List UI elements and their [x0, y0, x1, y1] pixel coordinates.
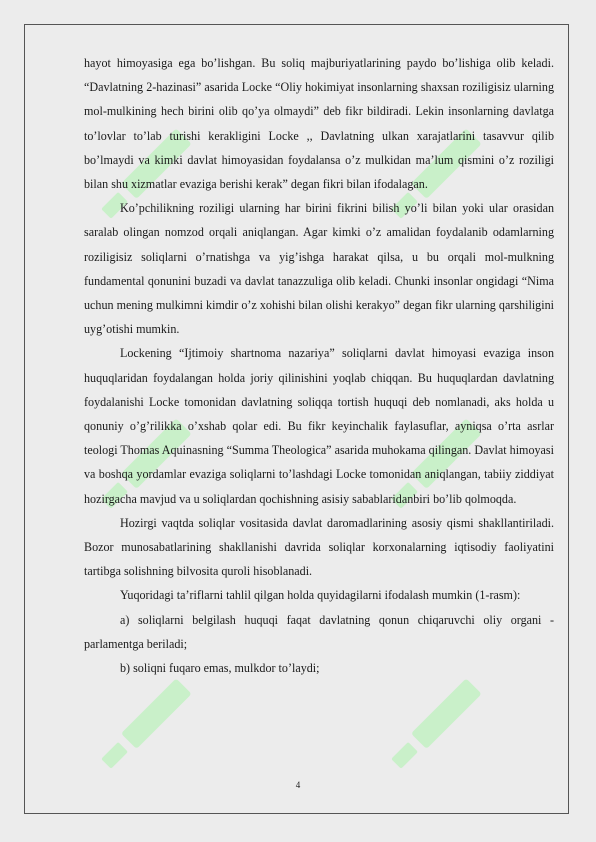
paragraph-1: hayot himoyasiga ega bo’lishgan. Bu soliq majburiyatlarining paydo bo’lishiga olib keladi. “Davlatning 2-hazinasi” asarida Locke “Oliy hokimiyat insonlarning shaxsan roziligisiz ularning mol-mulkining hech birini olib qo’ya olmaydi” deb fikr bildiradi. Lekin insonlarning davlatga to’lovlar to’lab turishi kerakligini Locke ,, Davlatning ulkan xarajatlarini tasavvur qilib bo’lmaydi va kimki davlat himoyasidan foydalansa o’z mulkidan ma’lum qismini o’z roziligi bilan shu xizmatlar evaziga berishi kerak” degan fikri bilan ifodalagan. — [84, 56, 554, 192]
page-number: 4 — [295, 780, 301, 790]
list-item-b: b) soliqni fuqaro emas, mulkdor to’laydi; — [120, 661, 320, 676]
list-item-a: a) soliqlarni belgilash huquqi faqat davlatning qonun chiqaruvchi oliy organi - parlamentga beriladi; — [84, 612, 554, 651]
paragraph-3: Lockening “Ijtimoiy shartnoma nazariya” soliqlarni davlat himoyasi evaziga inson huquqlaridan foydalangan holda joriy qilinishini yoqlab chiqqan. Bu huquqlardan davlatning foydalanishi Locke tomonidan davlatning soliqqa tortish huquqi deb nomlanadi, aks holda u qonuniy o’g’rilikka o’xshab qolar edi. Bu fikr keyinchalik faylasuflar, ayniqsa o’rta asrlar teologi Thomas Aquinasning “Summa Theologica” asarida muhokama qilingan. Davlat himoyasi va boshqa yordamlar evaziga soliqlarni to’lashdagi Locke tomonidan aniqlangan, tabiiy ziddiyat hozirgacha mavjud va u soliqlardan qochishning asisiy sabablaridanbiri bo’lib qolmoqda. — [84, 346, 554, 506]
paragraph-2: Ko’pchilikning roziligi ularning har birini fikrini bilish yo’li bilan yoki ular orasidan saralab olingan nomzod orqali aniqlangan. Agar kimki o’z amalidan foydalanib odamlarning roziligisiz soliqlarni o’rnatishga va yig’ishga harakat qilsa, u bu orqali mol-mulkning fundamental qonunini buzadi va davlat tanazzuliga olib keladi. Chunki insonlar ongidagi “Nima uchun mening mulkimni kimdir o’z xohishi bilan olishi kerakyo” degan fikr ularning qarshiligini uyg’otishi mumkin. — [84, 201, 554, 337]
paragraph-4: Hozirgi vaqtda soliqlar vositasida davlat daromadlarining asosiy qismi shakllantiriladi. Bozor munosabatlarining shakllanishi davrida soliqlar korxonalarning iqtisodiy faoliyatini tartibga solishning bilvosita quroli hisoblanadi. — [84, 515, 554, 579]
paragraph-5: Yuqoridagi ta’riflarni tahlil qilgan holda quyidagilarni ifodalash mumkin (1-rasm): — [120, 588, 521, 603]
document-body — [84, 51, 554, 680]
